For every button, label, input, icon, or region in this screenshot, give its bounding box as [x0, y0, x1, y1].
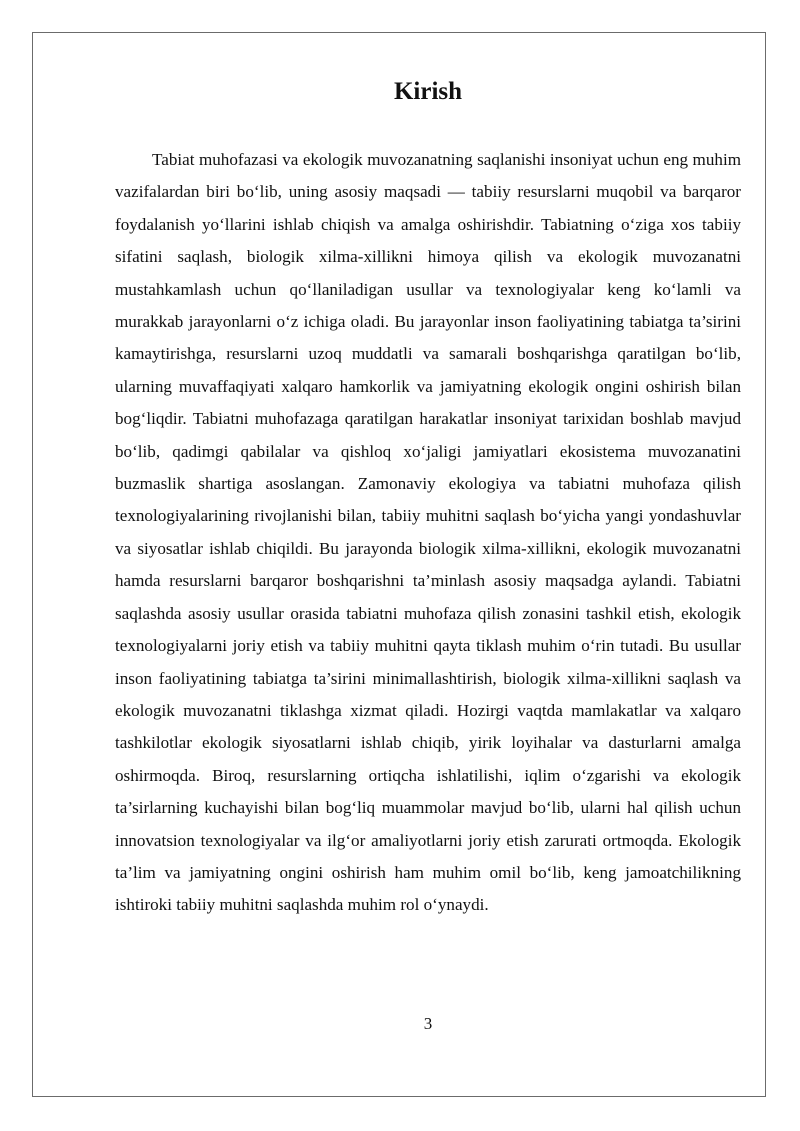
page-title: Kirish	[393, 78, 463, 105]
body-paragraph: Tabiat muhofazasi va ekologik muvozanatning saqlanishi insoniyat uchun eng muhim vazifalardan biri bo‘lib, uning asosiy maqsadi — tabiiy resurslarni muqobil va barqaror foydalanish yo‘llarini ishlab chiqish va amalga oshirishdir. Tabiatning o‘ziga xos tabiiy sifatini saqlash, biologik xilma-xillikni himoya qilish va ekologik muvozanatni mustahkamlash uchun qo‘llaniladigan usullar va texnologiyalar keng ko‘lamli va murakkab jarayonlarni o‘z ichiga oladi. Bu jarayonlar inson faoliyatining tabiatga ta’sirini kamaytirishga, resurslarni uzoq muddatli va samarali boshqarishga qaratilgan bo‘lib, ularning muvaffaqiyati xalqaro hamkorlik va jamiyatning ekologik ongini oshirish bilan bog‘liqdir. Tabiatni muhofazaga qaratilgan harakatlar insoniyat tarixidan boshlab mavjud bo‘lib, qadimgi qabilalar va qishloq xo‘jaligi jamiyatlari ekosistema muvozanatini buzmaslik shartiga asoslangan. Zamonaviy ekologiya va tabiatni muhofaza qilish texnologiyalarining rivojlanishi bilan, tabiiy muhitni saqlash bo‘yicha yangi yondashuvlar va siyosatlar ishlab chiqildi. Bu jarayonda biologik xilma-xillikni, ekologik muvozanatni hamda resurslarni barqaror boshqarishni ta’minlash asosiy maqsadga aylandi. Tabiatni saqlashda asosiy usullar orasida tabiatni muhofaza qilish zonasini tashkil etish, ekologik texnologiyalarni joriy etish va tabiiy muhitni qayta tiklash muhim o‘rin tutadi. Bu usullar inson faoliyatining tabiatga ta’sirini minimallashtirish, biologik xilma-xillikni saqlash va ekologik muvozanatni tiklashga xizmat qiladi. Hozirgi vaqtda mamlakatlar va xalqaro tashkilotlar ekologik siyosatlarni ishlab chiqib, yirik loyihalar va dasturlarni amalga oshirmoqda. Biroq, resurslarning ortiqcha ishlatilishi, iqlim o‘zgarishi va ekologik ta’sirlarning kuchayishi bilan bog‘liq muammolar mavjud bo‘lib, ularni hal qilish uchun innovatsion texnologiyalar va ilg‘or amaliyotlarni joriy etish zarurati ortmoqda. Ekologik ta’lim va jamiyatning ongini oshirish ham muhim omil bo‘lib, keng jamoatchilikning ishtiroki tabiiy muhitni saqlashda muhim rol o‘ynaydi.	[115, 150, 741, 915]
page-number: 3	[423, 1014, 433, 1033]
